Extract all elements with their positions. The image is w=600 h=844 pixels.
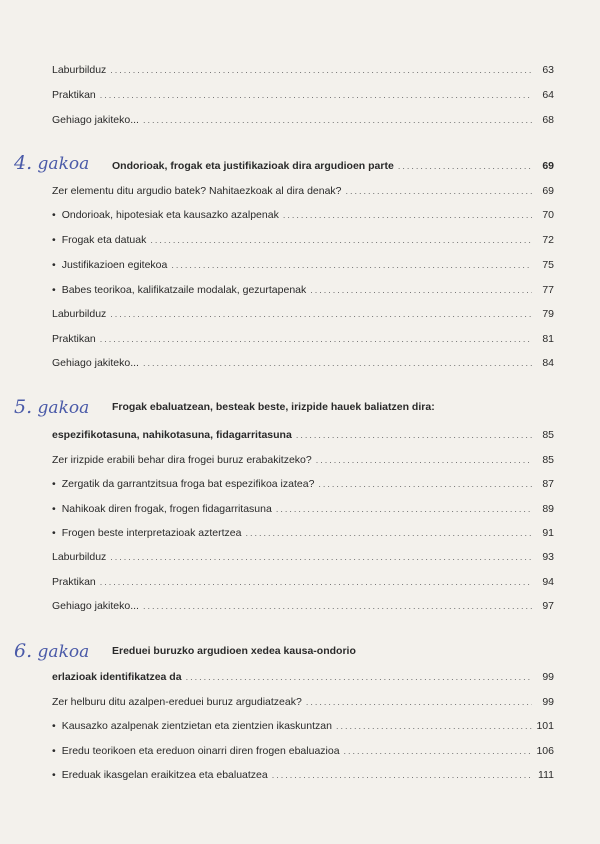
leader-dots bbox=[306, 692, 532, 712]
page-number: 94 bbox=[542, 576, 554, 588]
entry-text: Laburbilduz bbox=[52, 64, 107, 76]
entry-text: Laburbilduz bbox=[52, 551, 107, 563]
entry-text: Gehiago jakiteko... bbox=[52, 114, 139, 126]
leader-dots bbox=[346, 181, 532, 201]
leader-dots bbox=[318, 474, 532, 494]
page-number: 106 bbox=[536, 745, 554, 757]
toc-entry bbox=[52, 474, 554, 494]
leader-dots bbox=[245, 523, 532, 543]
section-4-label: 4. gakoa bbox=[14, 152, 90, 174]
leader-dots bbox=[310, 280, 532, 300]
leader-dots bbox=[283, 205, 532, 225]
bullet-icon: • bbox=[52, 259, 56, 271]
toc-entry bbox=[52, 329, 554, 349]
toc-entry bbox=[52, 353, 554, 373]
bullet-icon: • bbox=[52, 720, 56, 732]
page-number: 70 bbox=[542, 209, 554, 221]
toc-entry bbox=[52, 230, 554, 250]
leader-dots bbox=[276, 499, 532, 519]
entry-text: Zer elementu ditu argudio batek? Nahitaezkoak al dira denak? bbox=[52, 185, 342, 197]
bullet-icon: • bbox=[52, 769, 56, 781]
page-number: 84 bbox=[542, 357, 554, 369]
leader-dots bbox=[150, 230, 532, 250]
leader-dots bbox=[272, 765, 532, 785]
leader-dots bbox=[100, 572, 532, 592]
section-6-title-line1: Ereduei buruzko argudioen xedea kausa-ondorio bbox=[112, 645, 356, 657]
entry-text: Frogen beste interpretazioak aztertzea bbox=[61, 527, 242, 539]
page-number: 75 bbox=[542, 259, 554, 271]
entry-text: Zer irizpide erabili behar dira frogei buruz erabakitzeko? bbox=[52, 454, 312, 466]
toc-entry bbox=[52, 692, 554, 712]
toc-entry bbox=[52, 523, 554, 543]
bullet-icon: • bbox=[52, 284, 56, 296]
entry-text: Frogak eta datuak bbox=[61, 234, 147, 246]
section-5-label: 5. gakoa bbox=[14, 396, 90, 418]
section-5-title-line2 bbox=[52, 425, 554, 445]
leader-dots bbox=[110, 304, 532, 324]
page-number: 63 bbox=[542, 64, 554, 76]
toc-entry bbox=[52, 572, 554, 592]
page-number: 93 bbox=[542, 551, 554, 563]
section-5-title-line1: Frogak ebaluatzean, besteak beste, irizpide hauek baliatzen dira: bbox=[112, 401, 435, 413]
entry-text: Praktikan bbox=[52, 333, 96, 345]
entry-text: Praktikan bbox=[52, 89, 96, 101]
page-number: 81 bbox=[542, 333, 554, 345]
page-number: 111 bbox=[538, 769, 554, 781]
section-title-text: erlazioak identifikatzea da bbox=[52, 671, 182, 683]
toc-entry bbox=[52, 716, 554, 736]
page-number: 97 bbox=[542, 600, 554, 612]
bullet-icon: • bbox=[52, 745, 56, 757]
section-title-text: Ondorioak, frogak eta justifikazioak dira argudioen parte bbox=[112, 160, 394, 172]
page-number: 99 bbox=[542, 696, 554, 708]
entry-text: Zergatik da garrantzitsua froga bat espezifikoa izatea? bbox=[61, 478, 315, 490]
page-number: 77 bbox=[542, 284, 554, 296]
toc-entry bbox=[52, 596, 554, 616]
bullet-icon: • bbox=[52, 527, 56, 539]
page-number: 99 bbox=[542, 671, 554, 683]
toc-entry bbox=[52, 280, 554, 300]
page-number: 69 bbox=[542, 160, 554, 172]
entry-text: Laburbilduz bbox=[52, 308, 107, 320]
entry-text: Nahikoak diren frogak, frogen fidagarritasuna bbox=[61, 503, 272, 515]
leader-dots bbox=[143, 110, 532, 130]
entry-text: Gehiago jakiteko... bbox=[52, 600, 139, 612]
entry-text: Gehiago jakiteko... bbox=[52, 357, 139, 369]
page-number: 91 bbox=[542, 527, 554, 539]
toc-entry bbox=[52, 205, 554, 225]
bullet-icon: • bbox=[52, 209, 56, 221]
leader-dots bbox=[316, 450, 532, 470]
leader-dots bbox=[143, 353, 532, 373]
leader-dots bbox=[143, 596, 532, 616]
leader-dots bbox=[100, 329, 532, 349]
entry-text: Ondorioak, hipotesiak eta kausazko azalpenak bbox=[61, 209, 279, 221]
leader-dots bbox=[336, 716, 532, 736]
entry-text: Praktikan bbox=[52, 576, 96, 588]
page-number: 64 bbox=[542, 89, 554, 101]
toc-entry bbox=[52, 765, 554, 785]
entry-text: Justifikazioen egitekoa bbox=[61, 259, 168, 271]
page-number: 85 bbox=[542, 429, 554, 441]
toc-entry bbox=[52, 450, 554, 470]
leader-dots bbox=[398, 156, 532, 176]
leader-dots bbox=[344, 741, 532, 761]
bullet-icon: • bbox=[52, 478, 56, 490]
page-number: 72 bbox=[542, 234, 554, 246]
leader-dots bbox=[171, 255, 532, 275]
leader-dots bbox=[110, 547, 532, 567]
section-title-text: espezifikotasuna, nahikotasuna, fidagarritasuna bbox=[52, 429, 292, 441]
page-number: 101 bbox=[536, 720, 554, 732]
page-number: 89 bbox=[542, 503, 554, 515]
toc-entry bbox=[52, 741, 554, 761]
toc-entry bbox=[52, 85, 554, 105]
toc-entry bbox=[52, 255, 554, 275]
section-6-title-line2 bbox=[52, 667, 554, 687]
entry-text: Kausazko azalpenak zientzietan eta zientzien ikaskuntzan bbox=[61, 720, 332, 732]
entry-text: Ereduak ikasgelan eraikitzea eta ebaluatzea bbox=[61, 769, 268, 781]
leader-dots bbox=[296, 425, 532, 445]
toc-entry bbox=[52, 547, 554, 567]
section-6-label: 6. gakoa bbox=[14, 640, 90, 662]
entry-text: Babes teorikoa, kalifikatzaile modalak, gezurtapenak bbox=[61, 284, 307, 296]
page-number: 87 bbox=[542, 478, 554, 490]
leader-dots bbox=[186, 667, 532, 687]
page-number: 68 bbox=[542, 114, 554, 126]
page-number: 69 bbox=[542, 185, 554, 197]
entry-text: Zer helburu ditu azalpen-ereduei buruz argudiatzeak? bbox=[52, 696, 302, 708]
toc-entry bbox=[52, 304, 554, 324]
section-4-title bbox=[112, 156, 554, 176]
leader-dots bbox=[100, 85, 532, 105]
entry-text: Eredu teorikoen eta ereduon oinarri diren frogen ebaluazioa bbox=[61, 745, 340, 757]
toc-entry bbox=[52, 181, 554, 201]
leader-dots bbox=[110, 60, 532, 80]
page-number: 79 bbox=[542, 308, 554, 320]
toc-entry bbox=[52, 110, 554, 130]
toc-entry bbox=[52, 499, 554, 519]
page-number: 85 bbox=[542, 454, 554, 466]
toc-entry bbox=[52, 60, 554, 80]
bullet-icon: • bbox=[52, 234, 56, 246]
bullet-icon: • bbox=[52, 503, 56, 515]
